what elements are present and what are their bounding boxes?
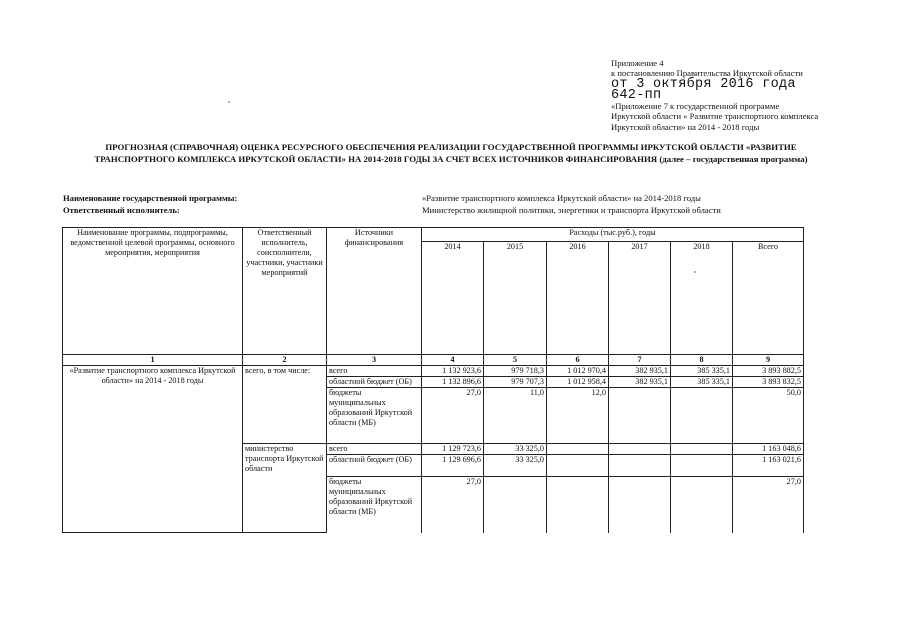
header-executor: Ответственный исполнитель, соисполнители, участники, участники мероприятий (243, 228, 327, 355)
value-cell (547, 477, 609, 533)
value-cell (547, 455, 609, 477)
value-cell: 3 893 832,5 (733, 377, 804, 388)
index-cell: 4 (422, 355, 484, 366)
header-year-2017: 2017 (609, 242, 671, 355)
index-row (63, 355, 804, 366)
header-year-2014: 2014 (422, 242, 484, 355)
meta-labels (63, 193, 237, 216)
value-cell (484, 477, 547, 533)
value-cell: 27,0 (422, 477, 484, 533)
resource-table (62, 227, 804, 533)
value-cell: 12,0 (547, 388, 609, 444)
source-cell: всего (327, 366, 422, 377)
program-label: Наименование государственной программы: (63, 193, 238, 203)
header-name: Наименование программы, подпрограммы, ведомственной целевой программы, основного мероприятия, мероприятия (63, 228, 243, 355)
value-cell: 1 012 958,4 (547, 377, 609, 388)
value-cell: 3 893 882,5 (733, 366, 804, 377)
value-cell (609, 444, 671, 455)
header-year-2018: 2018 (671, 242, 733, 355)
title-line-1: ПРОГНОЗНАЯ (СПРАВОЧНАЯ) ОЦЕНКА РЕСУРСНОГО ОБЕСПЕЧЕНИЯ РЕАЛИЗАЦИИ ГОСУДАРСТВЕННОЙ ПРОГРАММЫ ИРКУТСКОЙ ОБЛАСТИ «РАЗВИТИЕ (105, 142, 797, 152)
value-cell: 1 129 696,6 (422, 455, 484, 477)
value-cell: 1 163 021,6 (733, 455, 804, 477)
appendix-date: от 3 октября 2016 года (611, 76, 796, 92)
program-name-cell: «Развитие транспортного комплекса Иркутской области» на 2014 - 2018 годы (63, 366, 243, 533)
value-cell: 1 132 923,6 (422, 366, 484, 377)
document-title (40, 142, 862, 165)
value-cell (609, 455, 671, 477)
value-cell: 385 335,1 (671, 366, 733, 377)
value-cell: 1 163 048,6 (733, 444, 804, 455)
appendix-line-1: Приложение 4 (611, 58, 664, 68)
header-source: Источники финансирования (327, 228, 422, 355)
index-cell: 5 (484, 355, 547, 366)
value-cell: 979 718,3 (484, 366, 547, 377)
executor-label: Ответственный исполнитель: (63, 204, 180, 215)
appendix-block (611, 58, 818, 132)
value-cell: 1 012 970,4 (547, 366, 609, 377)
value-cell: 382 935,1 (609, 366, 671, 377)
value-cell (609, 388, 671, 444)
value-cell (671, 444, 733, 455)
value-cell: 979 707,3 (484, 377, 547, 388)
header-row-1 (63, 228, 804, 242)
source-cell: бюджеты муниципальных образований Иркутской области (МБ) (327, 477, 422, 533)
index-cell: 7 (609, 355, 671, 366)
value-cell: 385 335,1 (671, 377, 733, 388)
source-cell: всего (327, 444, 422, 455)
value-cell (609, 477, 671, 533)
header-year-2016: 2016 (547, 242, 609, 355)
appendix-number: 642-пп (611, 87, 662, 103)
source-cell: бюджеты муниципальных образований Иркутской области (МБ) (327, 388, 422, 444)
appendix-line-7: Иркутской области» на 2014 - 2018 годы (611, 121, 760, 132)
value-cell: 27,0 (422, 388, 484, 444)
scan-speck (228, 101, 230, 103)
index-cell: 2 (243, 355, 327, 366)
value-cell (671, 388, 733, 444)
value-cell (671, 477, 733, 533)
index-cell: 8 (671, 355, 733, 366)
value-cell: 50,0 (733, 388, 804, 444)
value-cell: 11,0 (484, 388, 547, 444)
source-cell: областной бюджет (ОБ) (327, 377, 422, 388)
value-cell (671, 455, 733, 477)
index-cell: 6 (547, 355, 609, 366)
value-cell: 27,0 (733, 477, 804, 533)
value-cell: 1 129 723,6 (422, 444, 484, 455)
header-year-2015: 2015 (484, 242, 547, 355)
header-total: Всего (733, 242, 804, 355)
value-cell (547, 444, 609, 455)
meta-values (422, 193, 721, 216)
header-expenses: Расходы (тыс.руб.), годы (422, 228, 804, 242)
table-row (63, 366, 804, 377)
value-cell: 382 935,1 (609, 377, 671, 388)
title-line-2: ТРАНСПОРТНОГО КОМПЛЕКСА ИРКУТСКОЙ ОБЛАСТИ» НА 2014-2018 ГОДЫ ЗА СЧЕТ ВСЕХ ИСТОЧНИКОВ ФИНАНСИРОВАНИЯ (далее – государственная программа) (94, 153, 808, 164)
value-cell: 33 325,0 (484, 455, 547, 477)
appendix-line-6: Иркутской области « Развитие транспортного комплекса (611, 111, 819, 122)
executor-cell: министерство транспорта Иркутской области (243, 444, 327, 533)
value-cell: 1 132 896,6 (422, 377, 484, 388)
program-value: «Развитие транспортного комплекса Иркутской области» на 2014-2018 годы (422, 193, 701, 203)
value-cell: 33 325,0 (484, 444, 547, 455)
index-cell: 9 (733, 355, 804, 366)
appendix-line-2: к постановлению Правительства Иркутской области (611, 68, 803, 79)
executor-cell: всего, в том числе: (243, 366, 327, 444)
appendix-line-5: «Приложение 7 к государственной программе (611, 100, 780, 111)
index-cell: 1 (63, 355, 243, 366)
source-cell: областной бюджет (ОБ) (327, 455, 422, 477)
executor-value: Министерство жилищной политики, энергетики и транспорта Иркутской области (422, 204, 721, 215)
index-cell: 3 (327, 355, 422, 366)
